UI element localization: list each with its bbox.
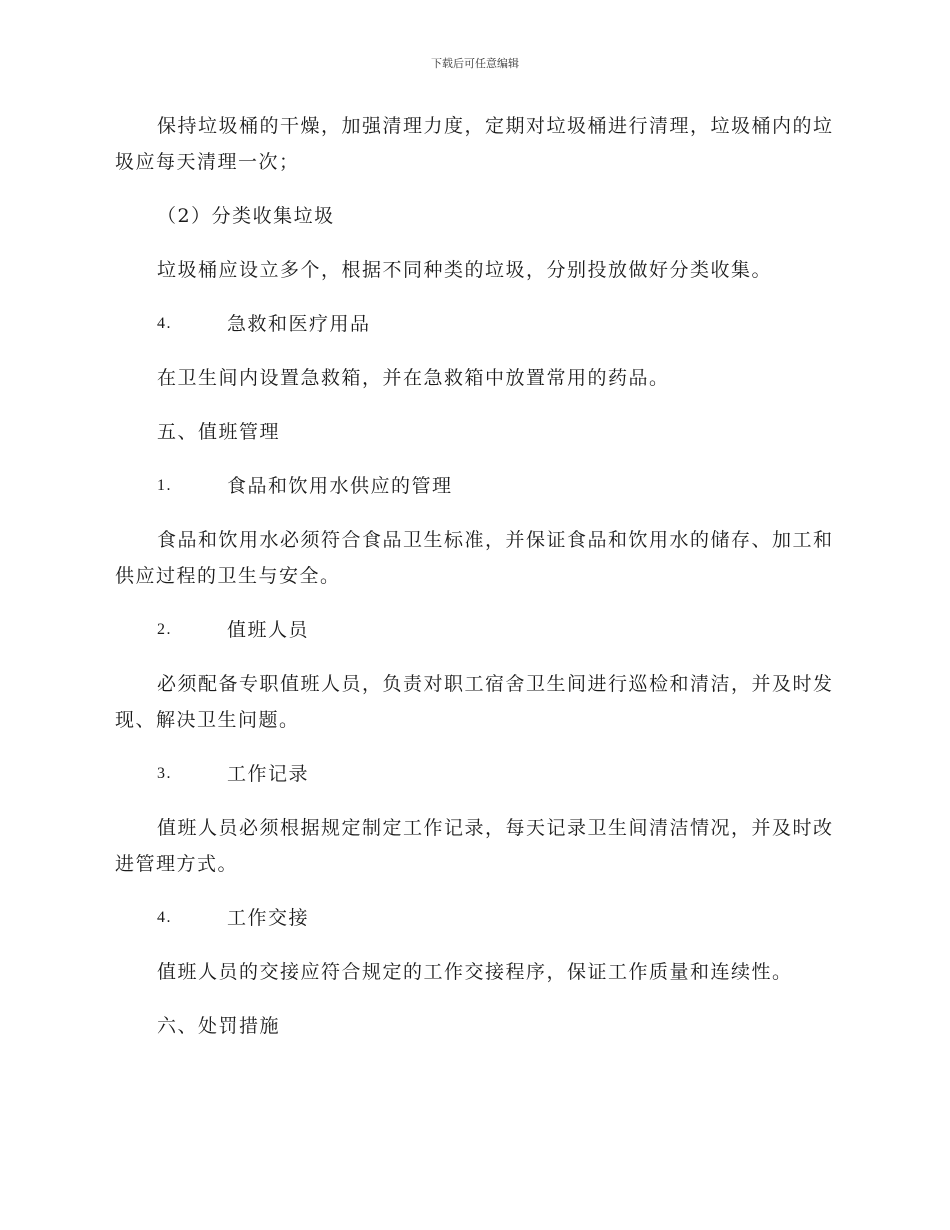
paragraph: 在卫生间内设置急救箱，并在急救箱中放置常用的药品。: [157, 367, 670, 389]
page-header: 下载后可任意编辑: [431, 57, 519, 70]
item-title: 值班人员: [227, 619, 310, 641]
section-heading: 五、值班管理: [157, 421, 281, 443]
item-number: 2.: [157, 621, 172, 638]
paragraph: 值班人员必须根据规定制定工作记录，每天记录卫生间清洁情况，并及时改进管理方式。: [115, 817, 834, 875]
item-title: 工作交接: [227, 907, 310, 929]
document-body: [115, 108, 835, 1062]
item-number: 1.: [157, 477, 172, 494]
numbered-item: [157, 900, 835, 936]
paragraph: 值班人员的交接应符合规定的工作交接程序，保证工作质量和连续性。: [157, 961, 793, 983]
section-heading: 六、处罚措施: [157, 1015, 281, 1037]
item-number: 4.: [157, 909, 172, 926]
paragraph: 必须配备专职值班人员，负责对职工宿舍卫生间进行巡检和清洁，并及时发现、解决卫生问题。: [115, 673, 834, 731]
subheading: （2）分类收集垃圾: [157, 205, 335, 227]
numbered-item: [157, 756, 835, 792]
item-title: 急救和医疗用品: [227, 313, 371, 335]
numbered-item: [157, 306, 835, 342]
paragraph: 食品和饮用水必须符合食品卫生标准，并保证食品和饮用水的储存、加工和供应过程的卫生与安全。: [115, 529, 834, 587]
item-title: 工作记录: [227, 763, 310, 785]
numbered-item: [157, 468, 835, 504]
item-title: 食品和饮用水供应的管理: [227, 475, 453, 497]
paragraph: 保持垃圾桶的干燥，加强清理力度，定期对垃圾桶进行清理，垃圾桶内的垃圾应每天清理一次；: [115, 115, 834, 173]
paragraph: 垃圾桶应设立多个，根据不同种类的垃圾，分别投放做好分类收集。: [157, 259, 773, 281]
item-number: 3.: [157, 765, 172, 782]
numbered-item: [157, 612, 835, 648]
item-number: 4.: [157, 315, 172, 332]
